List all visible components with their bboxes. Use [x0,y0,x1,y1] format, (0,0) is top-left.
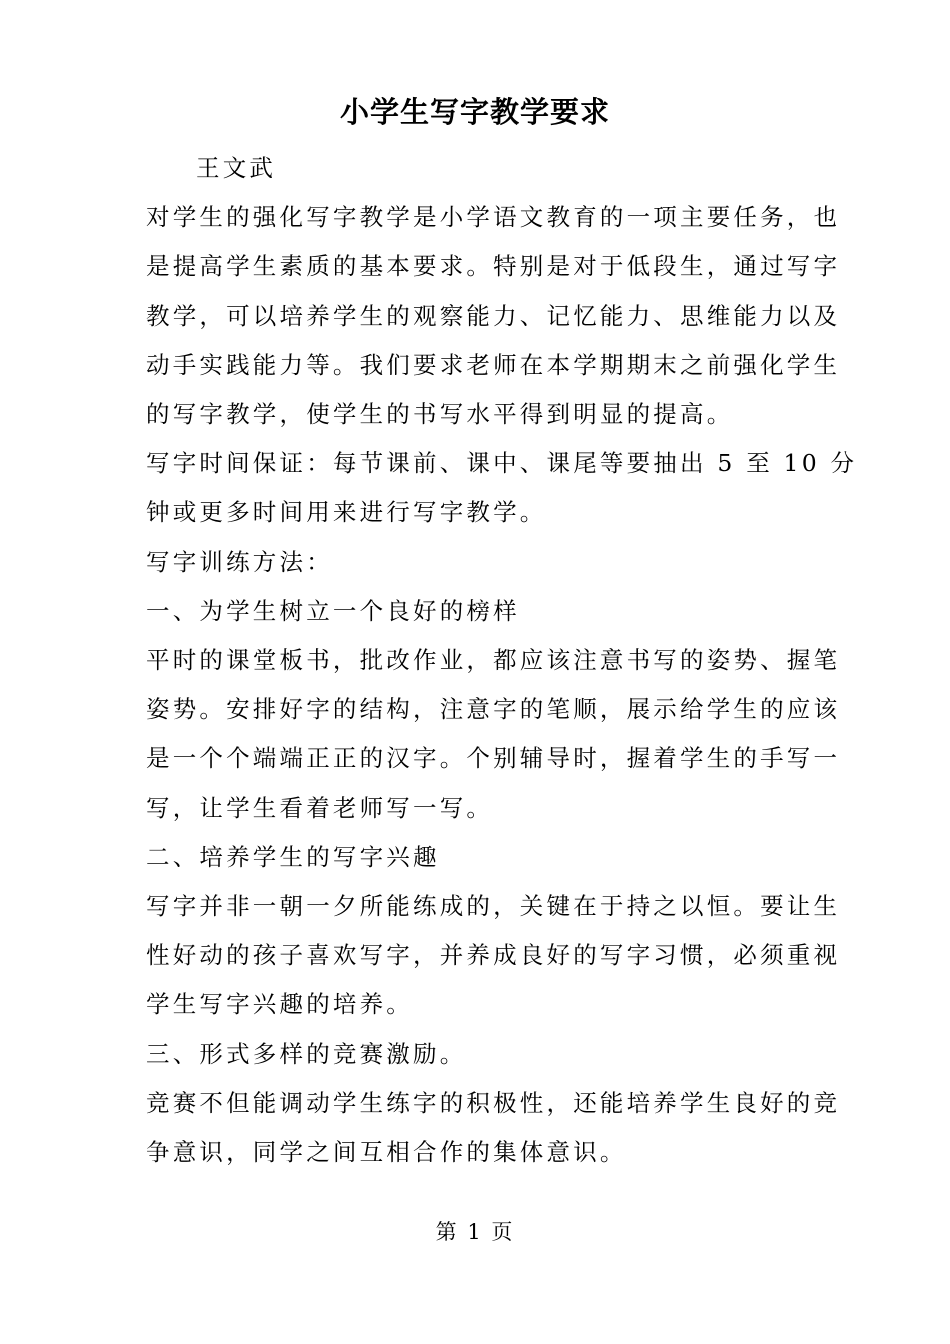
text-line: 平时的课堂板书，批改作业，都应该注意书写的姿势、握笔 [146,646,841,675]
text-line: 钟或更多时间用来进行写字教学。 [146,498,547,527]
text-line: 动手实践能力等。我们要求老师在本学期期末之前强化学生 [146,350,841,379]
text-line: 学生写字兴趣的培养。 [146,990,413,1019]
document-body [146,144,858,1177]
text-line: 对学生的强化写字教学是小学语文教育的一项主要任务，也 [146,203,841,232]
text-line: 争意识，同学之间互相合作的集体意识。 [146,1138,627,1167]
section-heading: 三、形式多样的竞赛激励。 [146,1039,467,1068]
text-line: 是一个个端端正正的汉字。个别辅导时，握着学生的手写一 [146,744,841,773]
section-heading: 一、为学生树立一个良好的榜样 [146,596,520,625]
text-line: 写字并非一朝一夕所能练成的，关键在于持之以恒。要让生 [146,892,841,921]
author-name: 王文武 [196,154,277,182]
page-number: 第 1 页 [435,1220,515,1244]
text-line: 是提高学生素质的基本要求。特别是对于低段生，通过写字 [146,252,841,281]
text-line: 竞赛不但能调动学生练字的积极性，还能培养学生良好的竞 [146,1088,841,1117]
section-label: 写字训练方法： [146,547,333,576]
text-line: 性好动的孩子喜欢写字，并养成良好的写字习惯，必须重视 [146,941,841,970]
text-line: 姿势。安排好字的结构，注意字的笔顺，展示给学生的应该 [146,695,841,724]
document-title: 小学生写字教学要求 [339,95,610,129]
section-heading: 二、培养学生的写字兴趣 [146,842,440,871]
text-line: 写字时间保证：每节课前、课中、课尾等要抽出 5 至 10 分 [146,449,858,478]
text-line: 写，让学生看着老师写一写。 [146,793,494,822]
text-line: 教学，可以培养学生的观察能力、记忆能力、思维能力以及 [146,301,841,330]
text-line: 的写字教学，使学生的书写水平得到明显的提高。 [146,400,734,429]
